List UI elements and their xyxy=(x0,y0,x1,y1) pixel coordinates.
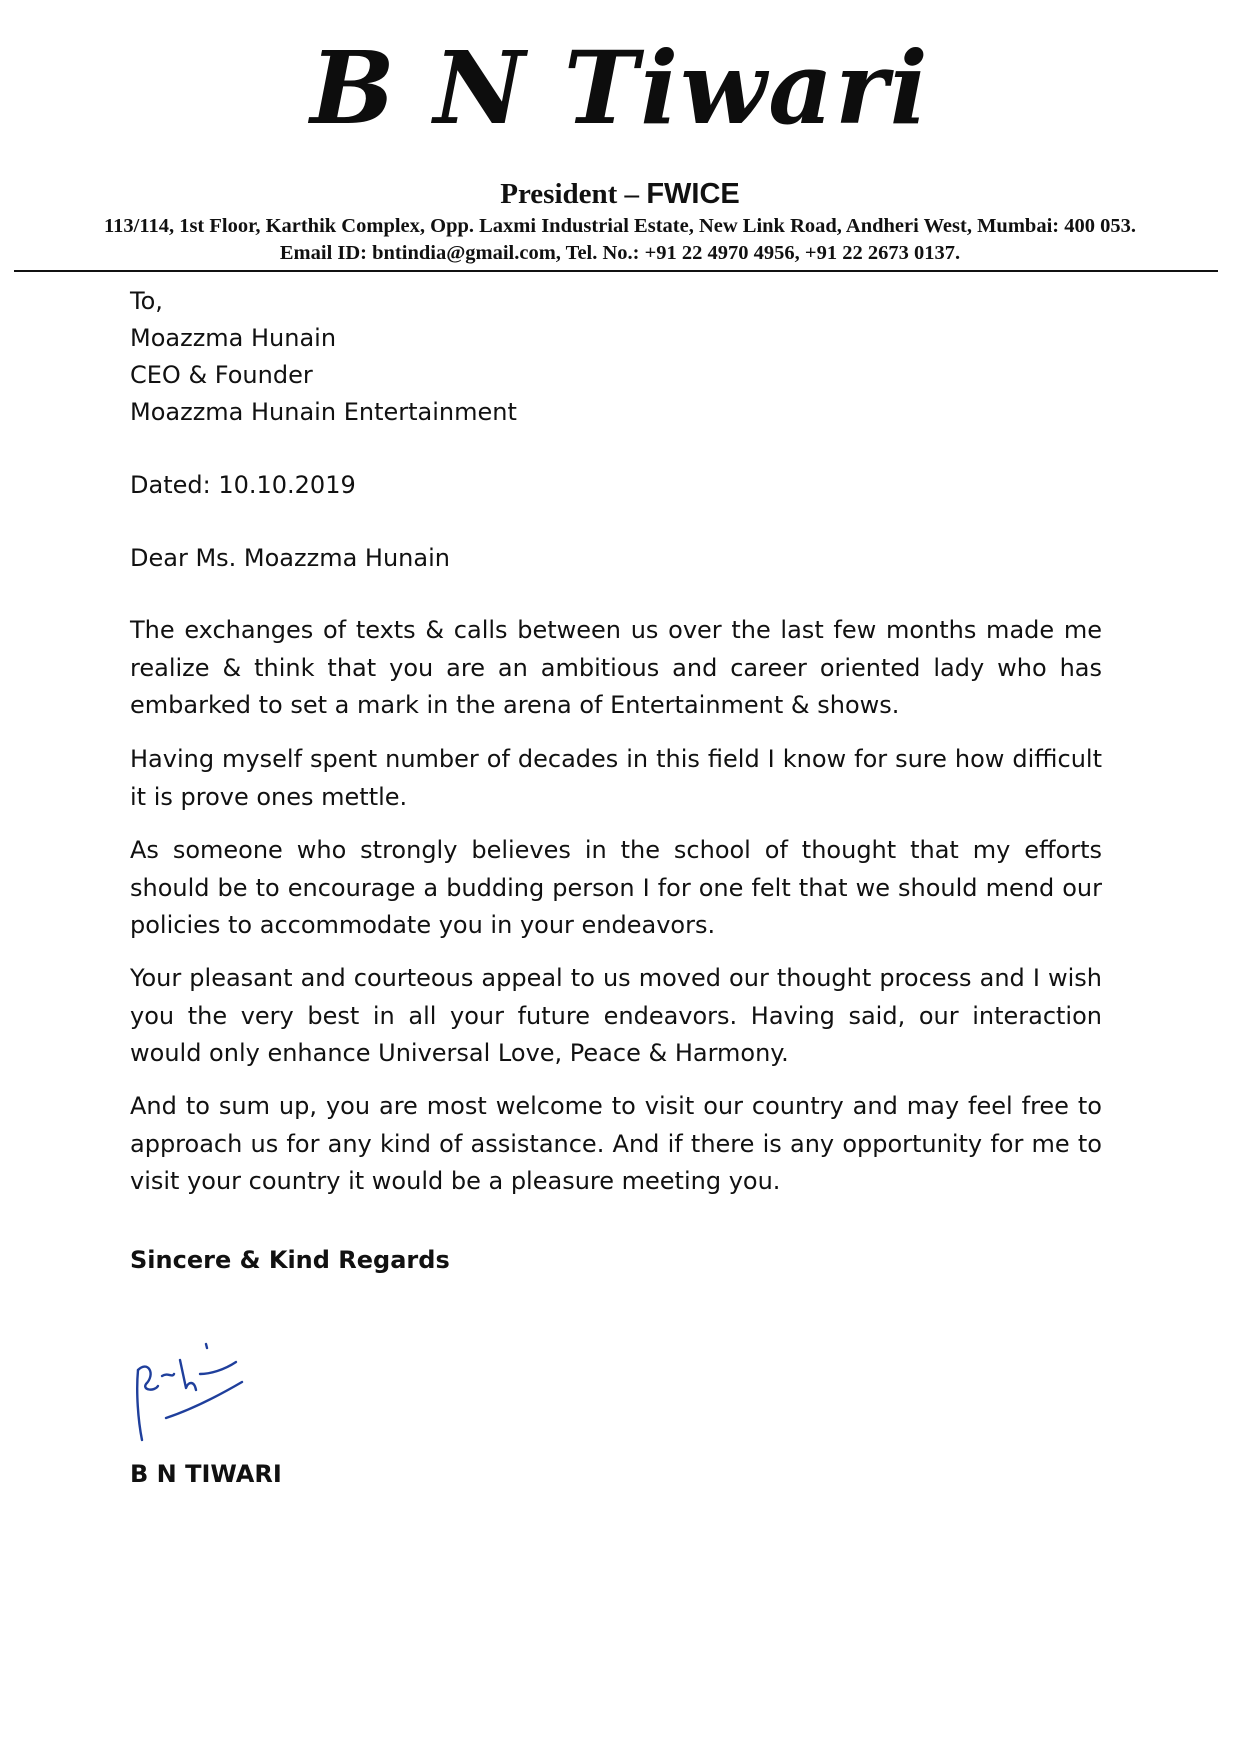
paragraph-text: The exchanges of texts & calls between us over the last few months made me realize & think that you are an ambitious and career oriented lady who has embarked to set a mark in the arena of Entertainment & shows. xyxy=(130,616,1102,719)
letter-paragraph-4 xyxy=(130,960,1102,1073)
recipient-name: Moazzma Hunain xyxy=(130,324,337,352)
recipient-company: Moazzma Hunain Entertainment xyxy=(130,398,517,426)
handwritten-signature xyxy=(128,1330,288,1445)
letter-date: Dated: 10.10.2019 xyxy=(130,471,356,499)
letterhead-title-prefix: President – xyxy=(500,178,647,210)
letterhead-name: B N Tiwari xyxy=(310,29,930,147)
paragraph-text: Your pleasant and courteous appeal to us moved our thought process and I wish you the very best in all your future endeavors. Having said, our interaction would only enhance Universal Love, Peace & Harmony. xyxy=(130,964,1102,1067)
letter-paragraph-1 xyxy=(130,612,1102,725)
greeting-block xyxy=(130,540,1100,577)
letter-paragraph-5 xyxy=(130,1088,1102,1201)
letterhead-address: 113/114, 1st Floor, Karthik Complex, Opp. Laxmi Industrial Estate, New Link Road, Andheri West, Mumbai: 400 053. xyxy=(104,215,1136,237)
closing-block xyxy=(130,1242,1100,1279)
letterhead-title xyxy=(0,176,1240,212)
letter-greeting: Dear Ms. Moazzma Hunain xyxy=(130,544,450,572)
letterhead-contact: Email ID: bntindia@gmail.com, Tel. No.: +91 22 4970 4956, +91 22 2673 0137. xyxy=(279,242,961,264)
signatory-block xyxy=(130,1456,1100,1493)
letterhead-title-org: FWICE xyxy=(646,178,740,210)
paragraph-text: Having myself spent number of decades in this field I know for sure how difficult it is prove ones mettle. xyxy=(130,745,1102,811)
letter-closing: Sincere & Kind Regards xyxy=(130,1246,450,1274)
recipient-to: To, xyxy=(130,287,163,315)
paragraph-text: As someone who strongly believes in the school of thought that my efforts should be to encourage a budding person I for one felt that we should mend our policies to accommodate you in your endeavors. xyxy=(130,836,1102,939)
letterhead-divider xyxy=(14,270,1218,272)
letter-paragraph-2 xyxy=(130,741,1102,816)
paragraph-text: And to sum up, you are most welcome to visit our country and may feel free to approach us for any kind of assistance. And if there is any opportunity for me to visit your country it would be a pleasure meeting you. xyxy=(130,1092,1102,1195)
letter-paragraph-3 xyxy=(130,832,1102,945)
recipient-block xyxy=(130,283,1100,431)
letter-date-block xyxy=(130,467,1100,504)
signatory-name: B N TIWARI xyxy=(130,1460,282,1488)
recipient-position: CEO & Founder xyxy=(130,361,313,389)
